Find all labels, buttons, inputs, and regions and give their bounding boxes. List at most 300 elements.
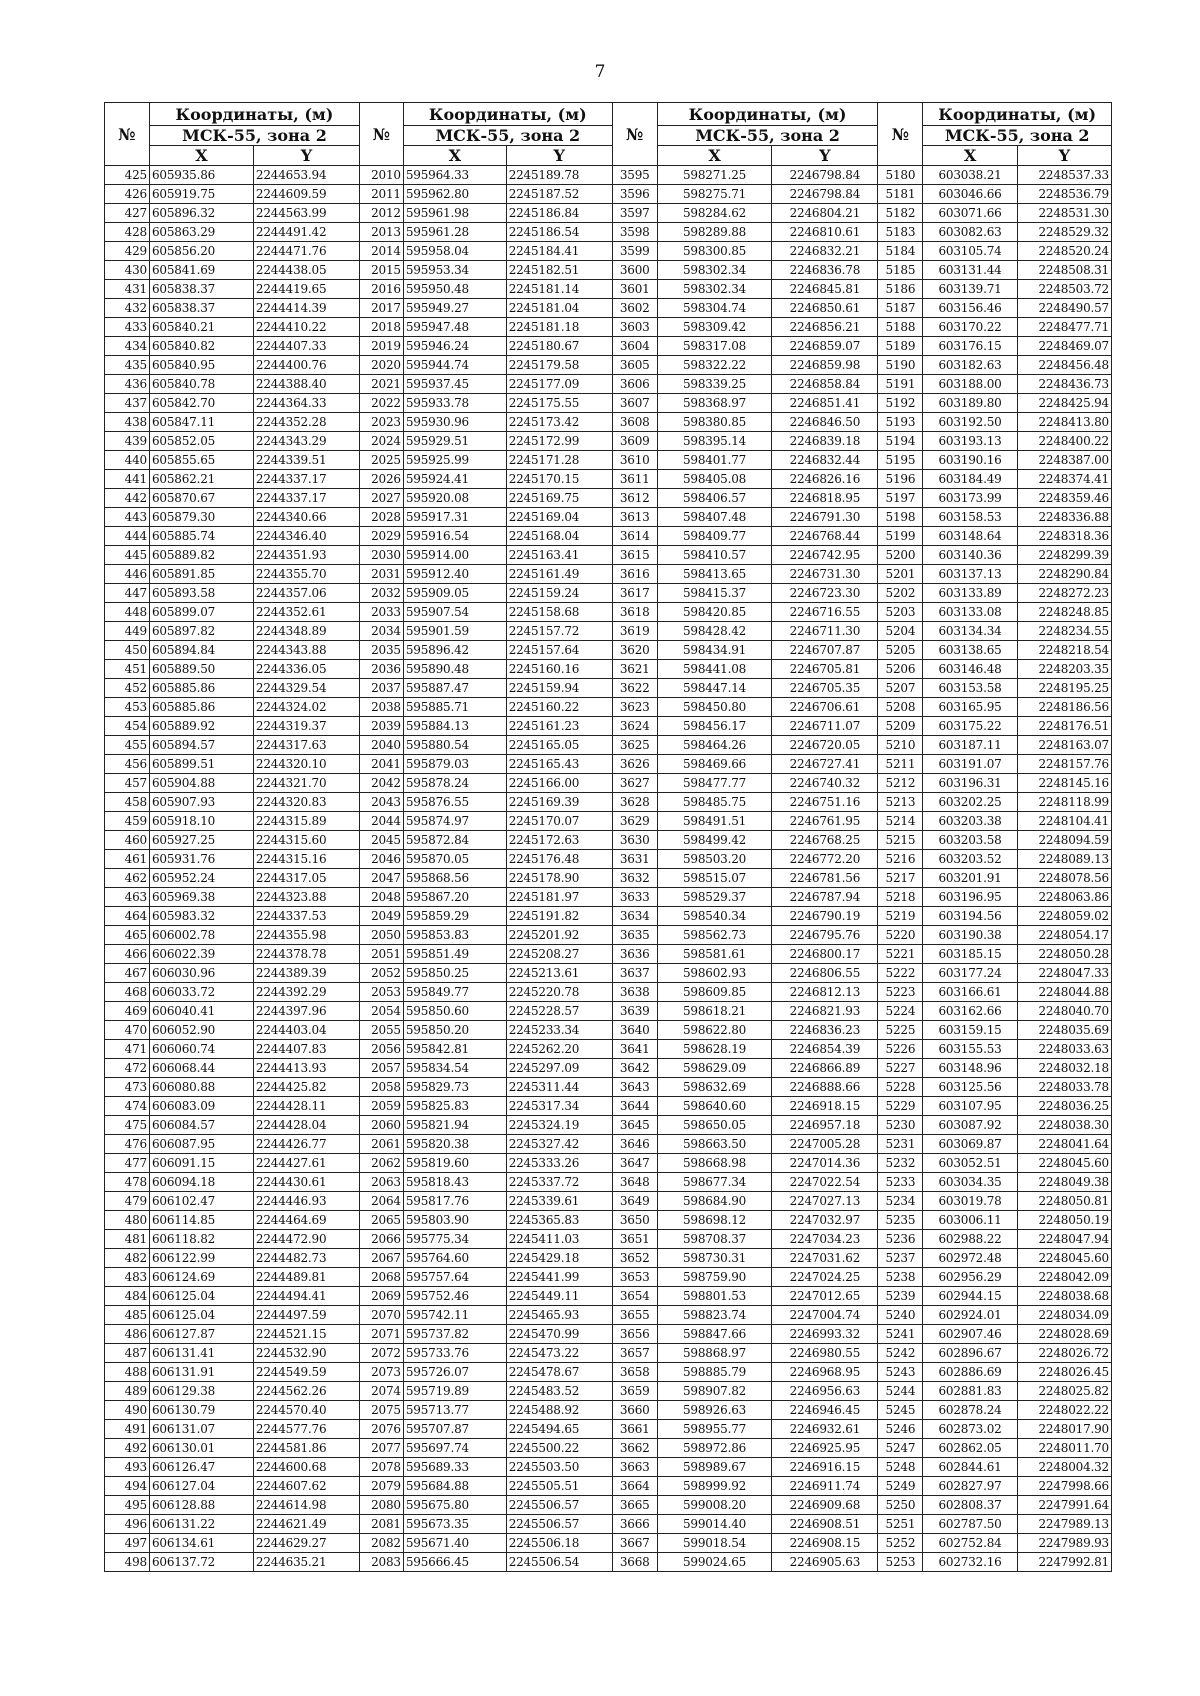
point-number: 449: [105, 622, 150, 641]
x-coordinate: 605885.86: [149, 698, 253, 717]
y-coordinate: 2245186.54: [506, 223, 612, 242]
x-coordinate: 602862.05: [923, 1439, 1017, 1458]
point-number: 5248: [878, 1458, 923, 1477]
y-coordinate: 2248033.63: [1017, 1040, 1111, 1059]
x-coordinate: 595684.88: [403, 1477, 506, 1496]
y-coordinate: 2246856.21: [772, 318, 878, 337]
point-number: 2063: [359, 1173, 403, 1192]
x-coordinate: 605889.82: [149, 546, 253, 565]
point-number: 5212: [878, 774, 923, 793]
x-coordinate: 598503.20: [657, 850, 772, 869]
y-coordinate: 2244400.76: [253, 356, 359, 375]
point-number: 3609: [612, 432, 657, 451]
x-coordinate: 606124.69: [149, 1268, 253, 1287]
x-coordinate: 595950.48: [403, 280, 506, 299]
y-coordinate: 2245411.03: [506, 1230, 612, 1249]
table-row: [105, 1173, 1112, 1192]
point-number: 5224: [878, 1002, 923, 1021]
y-coordinate: 2248050.19: [1017, 1211, 1111, 1230]
point-number: 483: [105, 1268, 150, 1287]
point-number: 437: [105, 394, 150, 413]
point-number: 5200: [878, 546, 923, 565]
point-number: 5250: [878, 1496, 923, 1515]
y-coordinate: 2248336.88: [1017, 508, 1111, 527]
point-number: 3605: [612, 356, 657, 375]
point-number: 5231: [878, 1135, 923, 1154]
y-coordinate: 2245500.22: [506, 1439, 612, 1458]
y-coordinate: 2248503.72: [1017, 280, 1111, 299]
point-number: 456: [105, 755, 150, 774]
table-row: [105, 1154, 1112, 1173]
x-coordinate: 598628.19: [657, 1040, 772, 1059]
y-coordinate: 2245191.82: [506, 907, 612, 926]
x-coordinate: 603133.89: [923, 584, 1017, 603]
point-number: 3630: [612, 831, 657, 850]
y-coordinate: 2248529.32: [1017, 223, 1111, 242]
x-coordinate: 605897.82: [149, 622, 253, 641]
point-number: 2082: [359, 1534, 403, 1553]
x-coordinate: 595819.60: [403, 1154, 506, 1173]
y-coordinate: 2248025.82: [1017, 1382, 1111, 1401]
point-number: 5195: [878, 451, 923, 470]
y-coordinate: 2245311.44: [506, 1078, 612, 1097]
y-coordinate: 2248050.81: [1017, 1192, 1111, 1211]
x-coordinate: 595803.90: [403, 1211, 506, 1230]
x-coordinate: 606084.57: [149, 1116, 253, 1135]
x-coordinate: 598464.26: [657, 736, 772, 755]
x-coordinate: 598322.22: [657, 356, 772, 375]
y-coordinate: 2246916.15: [772, 1458, 878, 1477]
y-coordinate: 2244392.29: [253, 983, 359, 1002]
y-coordinate: 2248157.76: [1017, 755, 1111, 774]
y-coordinate: 2245172.63: [506, 831, 612, 850]
point-number: 5204: [878, 622, 923, 641]
x-coordinate: 598395.14: [657, 432, 772, 451]
y-coordinate: 2245159.24: [506, 584, 612, 603]
point-number: 2058: [359, 1078, 403, 1097]
y-coordinate: 2246751.16: [772, 793, 878, 812]
x-coordinate: 598640.60: [657, 1097, 772, 1116]
table-row: [105, 1515, 1112, 1534]
y-coordinate: 2248047.33: [1017, 964, 1111, 983]
table-row: [105, 1363, 1112, 1382]
point-number: 3663: [612, 1458, 657, 1477]
point-number: 5234: [878, 1192, 923, 1211]
y-coordinate: 2248017.90: [1017, 1420, 1111, 1439]
y-coordinate: 2244378.78: [253, 945, 359, 964]
point-number: 430: [105, 261, 150, 280]
point-number: 5209: [878, 717, 923, 736]
point-number: 484: [105, 1287, 150, 1306]
point-number: 5226: [878, 1040, 923, 1059]
x-coordinate: 598618.21: [657, 1002, 772, 1021]
point-number: 3662: [612, 1439, 657, 1458]
y-coordinate: 2245163.41: [506, 546, 612, 565]
point-number: 3667: [612, 1534, 657, 1553]
point-number: 5182: [878, 204, 923, 223]
table-row: [105, 299, 1112, 318]
table-row: [105, 660, 1112, 679]
x-coordinate: 595925.99: [403, 451, 506, 470]
y-coordinate: 2248036.25: [1017, 1097, 1111, 1116]
point-number: 3599: [612, 242, 657, 261]
table-row: [105, 1439, 1112, 1458]
y-coordinate: 2245317.34: [506, 1097, 612, 1116]
table-row: [105, 1382, 1112, 1401]
x-coordinate: 606033.72: [149, 983, 253, 1002]
point-number: 5221: [878, 945, 923, 964]
coordinate-system-label: МСК-55, зона 2: [149, 126, 359, 146]
y-coordinate: 2245506.57: [506, 1515, 612, 1534]
x-coordinate: 606137.72: [149, 1553, 253, 1572]
y-coordinate: 2248034.09: [1017, 1306, 1111, 1325]
y-coordinate: 2245470.99: [506, 1325, 612, 1344]
x-coordinate: 606130.79: [149, 1401, 253, 1420]
y-coordinate: 2245327.42: [506, 1135, 612, 1154]
table-row: [105, 1287, 1112, 1306]
point-number: 2068: [359, 1268, 403, 1287]
y-coordinate: 2245220.78: [506, 983, 612, 1002]
y-coordinate: 2247024.25: [772, 1268, 878, 1287]
point-number: 5245: [878, 1401, 923, 1420]
point-number: 428: [105, 223, 150, 242]
y-coordinate: 2244532.90: [253, 1344, 359, 1363]
point-number: 5218: [878, 888, 923, 907]
table-row: [105, 546, 1112, 565]
y-coordinate: 2245441.99: [506, 1268, 612, 1287]
point-number: 473: [105, 1078, 150, 1097]
x-coordinate: 598847.66: [657, 1325, 772, 1344]
x-coordinate: 606030.96: [149, 964, 253, 983]
point-number: 3612: [612, 489, 657, 508]
point-number: 3629: [612, 812, 657, 831]
x-coordinate: 603170.22: [923, 318, 1017, 337]
page-number: 7: [594, 62, 606, 82]
x-coordinate: 598972.86: [657, 1439, 772, 1458]
y-coordinate: 2248537.33: [1017, 166, 1111, 185]
x-coordinate: 602873.02: [923, 1420, 1017, 1439]
x-coordinate: 598415.37: [657, 584, 772, 603]
y-coordinate: 2245262.20: [506, 1040, 612, 1059]
y-coordinate: 2248508.31: [1017, 261, 1111, 280]
x-coordinate: 595707.87: [403, 1420, 506, 1439]
x-coordinate: 605891.85: [149, 565, 253, 584]
y-coordinate: 2248047.94: [1017, 1230, 1111, 1249]
point-number: 5237: [878, 1249, 923, 1268]
table-row: [105, 603, 1112, 622]
point-number: 5197: [878, 489, 923, 508]
y-coordinate: 2248469.07: [1017, 337, 1111, 356]
x-coordinate: 599024.65: [657, 1553, 772, 1572]
point-number: 3603: [612, 318, 657, 337]
y-coordinate: 2244426.77: [253, 1135, 359, 1154]
y-coordinate: 2244388.40: [253, 375, 359, 394]
y-coordinate: 2244364.33: [253, 394, 359, 413]
point-number: 3638: [612, 983, 657, 1002]
x-coordinate: 606125.04: [149, 1287, 253, 1306]
point-number: 2037: [359, 679, 403, 698]
table-row: [105, 945, 1112, 964]
point-number: 2078: [359, 1458, 403, 1477]
point-number: 3610: [612, 451, 657, 470]
point-number: 3608: [612, 413, 657, 432]
x-coordinate: 603192.50: [923, 413, 1017, 432]
point-number: 5232: [878, 1154, 923, 1173]
y-coordinate: 2248078.56: [1017, 869, 1111, 888]
y-coordinate: 2245503.50: [506, 1458, 612, 1477]
y-coordinate: 2245473.22: [506, 1344, 612, 1363]
y-coordinate: 2248045.60: [1017, 1154, 1111, 1173]
x-coordinate: 598317.08: [657, 337, 772, 356]
x-coordinate: 598410.57: [657, 546, 772, 565]
point-number: 2056: [359, 1040, 403, 1059]
table-row: [105, 1002, 1112, 1021]
point-number: 3661: [612, 1420, 657, 1439]
x-coordinate: 598406.57: [657, 489, 772, 508]
x-column-header: X: [149, 146, 253, 166]
point-number: 3653: [612, 1268, 657, 1287]
x-coordinate: 595853.83: [403, 926, 506, 945]
y-coordinate: 2245505.51: [506, 1477, 612, 1496]
y-coordinate: 2246956.63: [772, 1382, 878, 1401]
table-row: [105, 356, 1112, 375]
point-number: 2045: [359, 831, 403, 850]
table-row: [105, 1249, 1112, 1268]
point-number: 485: [105, 1306, 150, 1325]
x-coordinate: 602752.84: [923, 1534, 1017, 1553]
x-coordinate: 603203.58: [923, 831, 1017, 850]
point-number: 5253: [878, 1553, 923, 1572]
y-coordinate: 2248272.23: [1017, 584, 1111, 603]
x-coordinate: 595859.29: [403, 907, 506, 926]
point-number: 2043: [359, 793, 403, 812]
y-coordinate: 2246720.05: [772, 736, 878, 755]
y-coordinate: 2247989.93: [1017, 1534, 1111, 1553]
y-coordinate: 2245333.26: [506, 1154, 612, 1173]
x-coordinate: 602844.61: [923, 1458, 1017, 1477]
table-row: [105, 755, 1112, 774]
x-coordinate: 602988.22: [923, 1230, 1017, 1249]
point-number: 3657: [612, 1344, 657, 1363]
y-coordinate: 2246706.61: [772, 698, 878, 717]
x-coordinate: 603196.95: [923, 888, 1017, 907]
y-coordinate: 2248290.84: [1017, 565, 1111, 584]
x-coordinate: 605842.70: [149, 394, 253, 413]
y-coordinate: 2247022.54: [772, 1173, 878, 1192]
x-coordinate: 602878.24: [923, 1401, 1017, 1420]
y-coordinate: 2246798.84: [772, 166, 878, 185]
x-coordinate: 603193.13: [923, 432, 1017, 451]
y-coordinate: 2246836.23: [772, 1021, 878, 1040]
x-coordinate: 605894.84: [149, 641, 253, 660]
x-coordinate: 598632.69: [657, 1078, 772, 1097]
table-row: [105, 1325, 1112, 1344]
coordinates-title: Координаты, (м): [149, 103, 359, 126]
point-number: 3645: [612, 1116, 657, 1135]
x-coordinate: 606068.44: [149, 1059, 253, 1078]
y-coordinate: 2246723.30: [772, 584, 878, 603]
x-coordinate: 606126.47: [149, 1458, 253, 1477]
point-number: 5229: [878, 1097, 923, 1116]
y-coordinate: 2244403.04: [253, 1021, 359, 1040]
y-coordinate: 2245189.78: [506, 166, 612, 185]
coordinate-system-label: МСК-55, зона 2: [657, 126, 878, 146]
point-number: 492: [105, 1439, 150, 1458]
x-coordinate: 603133.08: [923, 603, 1017, 622]
point-number: 3616: [612, 565, 657, 584]
y-coordinate: 2244343.88: [253, 641, 359, 660]
x-coordinate: 603107.95: [923, 1097, 1017, 1116]
y-coordinate: 2245297.09: [506, 1059, 612, 1078]
y-coordinate: 2245483.52: [506, 1382, 612, 1401]
x-coordinate: 598529.37: [657, 888, 772, 907]
y-coordinate: 2246711.07: [772, 717, 878, 736]
x-coordinate: 595937.45: [403, 375, 506, 394]
y-coordinate: 2248044.88: [1017, 983, 1111, 1002]
point-number: 495: [105, 1496, 150, 1515]
y-coordinate: 2244317.63: [253, 736, 359, 755]
x-coordinate: 603194.56: [923, 907, 1017, 926]
point-number: 2057: [359, 1059, 403, 1078]
point-number: 445: [105, 546, 150, 565]
x-coordinate: 595958.04: [403, 242, 506, 261]
point-number: 2071: [359, 1325, 403, 1344]
x-coordinate: 606131.91: [149, 1363, 253, 1382]
y-coordinate: 2246859.98: [772, 356, 878, 375]
point-number: 5203: [878, 603, 923, 622]
table-row: [105, 242, 1112, 261]
point-number: 425: [105, 166, 150, 185]
y-coordinate: 2248359.46: [1017, 489, 1111, 508]
y-coordinate: 2244629.27: [253, 1534, 359, 1553]
y-coordinate: 2248163.07: [1017, 736, 1111, 755]
y-coordinate: 2246845.81: [772, 280, 878, 299]
point-number: 457: [105, 774, 150, 793]
point-number: 453: [105, 698, 150, 717]
point-number: 5240: [878, 1306, 923, 1325]
y-coordinate: 2244609.59: [253, 185, 359, 204]
x-coordinate: 595909.05: [403, 584, 506, 603]
y-coordinate: 2245506.54: [506, 1553, 612, 1572]
point-number: 2024: [359, 432, 403, 451]
point-number: 452: [105, 679, 150, 698]
y-coordinate: 2248054.17: [1017, 926, 1111, 945]
y-coordinate: 2245339.61: [506, 1192, 612, 1211]
point-number: 474: [105, 1097, 150, 1116]
point-number: 5188: [878, 318, 923, 337]
point-number: 2062: [359, 1154, 403, 1173]
point-number: 2066: [359, 1230, 403, 1249]
x-coordinate: 595726.07: [403, 1363, 506, 1382]
x-coordinate: 598450.80: [657, 698, 772, 717]
point-number: 5211: [878, 755, 923, 774]
point-number: 427: [105, 204, 150, 223]
point-number: 5191: [878, 375, 923, 394]
y-coordinate: 2248203.35: [1017, 660, 1111, 679]
y-coordinate: 2245465.93: [506, 1306, 612, 1325]
y-coordinate: 2244323.88: [253, 888, 359, 907]
point-number: 5190: [878, 356, 923, 375]
y-coordinate: 2245178.90: [506, 869, 612, 888]
point-number: 3643: [612, 1078, 657, 1097]
x-coordinate: 605840.95: [149, 356, 253, 375]
point-number: 2033: [359, 603, 403, 622]
x-coordinate: 605952.24: [149, 869, 253, 888]
table-row: [105, 850, 1112, 869]
x-coordinate: 606131.22: [149, 1515, 253, 1534]
y-coordinate: 2246854.39: [772, 1040, 878, 1059]
table-row: [105, 318, 1112, 337]
x-coordinate: 595719.89: [403, 1382, 506, 1401]
x-coordinate: 595953.34: [403, 261, 506, 280]
x-coordinate: 595916.54: [403, 527, 506, 546]
point-number: 3623: [612, 698, 657, 717]
y-coordinate: 2245173.42: [506, 413, 612, 432]
x-coordinate: 606022.39: [149, 945, 253, 964]
y-coordinate: 2246727.41: [772, 755, 878, 774]
point-number: 5238: [878, 1268, 923, 1287]
point-number: 482: [105, 1249, 150, 1268]
x-coordinate: 598602.93: [657, 964, 772, 983]
point-number: 2070: [359, 1306, 403, 1325]
point-number: 3595: [612, 166, 657, 185]
point-number: 2022: [359, 394, 403, 413]
point-number: 443: [105, 508, 150, 527]
point-number: 3644: [612, 1097, 657, 1116]
table-row: [105, 1230, 1112, 1249]
point-number: 5198: [878, 508, 923, 527]
x-coordinate: 605918.10: [149, 812, 253, 831]
point-number: 5222: [878, 964, 923, 983]
point-number: 5216: [878, 850, 923, 869]
x-coordinate: 595896.42: [403, 641, 506, 660]
point-number: 2050: [359, 926, 403, 945]
y-coordinate: 2244355.70: [253, 565, 359, 584]
table-row: [105, 622, 1112, 641]
y-coordinate: 2246908.15: [772, 1534, 878, 1553]
point-number: 472: [105, 1059, 150, 1078]
y-coordinate: 2247031.62: [772, 1249, 878, 1268]
x-coordinate: 595964.33: [403, 166, 506, 185]
point-number: 5235: [878, 1211, 923, 1230]
y-coordinate: 2244614.98: [253, 1496, 359, 1515]
table-header: [105, 103, 1112, 166]
y-coordinate: 2244321.70: [253, 774, 359, 793]
x-coordinate: 602907.46: [923, 1325, 1017, 1344]
x-coordinate: 603184.49: [923, 470, 1017, 489]
y-coordinate: 2244497.59: [253, 1306, 359, 1325]
y-coordinate: 2246707.87: [772, 641, 878, 660]
point-number: 3613: [612, 508, 657, 527]
point-number: 5206: [878, 660, 923, 679]
y-coordinate: 2245187.52: [506, 185, 612, 204]
x-coordinate: 603156.46: [923, 299, 1017, 318]
x-coordinate: 598304.74: [657, 299, 772, 318]
y-coordinate: 2245228.57: [506, 1002, 612, 1021]
table-row: [105, 1192, 1112, 1211]
point-number: 5243: [878, 1363, 923, 1382]
point-number: 3656: [612, 1325, 657, 1344]
x-coordinate: 606087.95: [149, 1135, 253, 1154]
y-coordinate: 2248536.79: [1017, 185, 1111, 204]
x-coordinate: 606127.87: [149, 1325, 253, 1344]
x-coordinate: 595666.45: [403, 1553, 506, 1572]
point-number: 454: [105, 717, 150, 736]
point-number: 2060: [359, 1116, 403, 1135]
point-number: 3647: [612, 1154, 657, 1173]
point-number: 5183: [878, 223, 923, 242]
x-coordinate: 605931.76: [149, 850, 253, 869]
